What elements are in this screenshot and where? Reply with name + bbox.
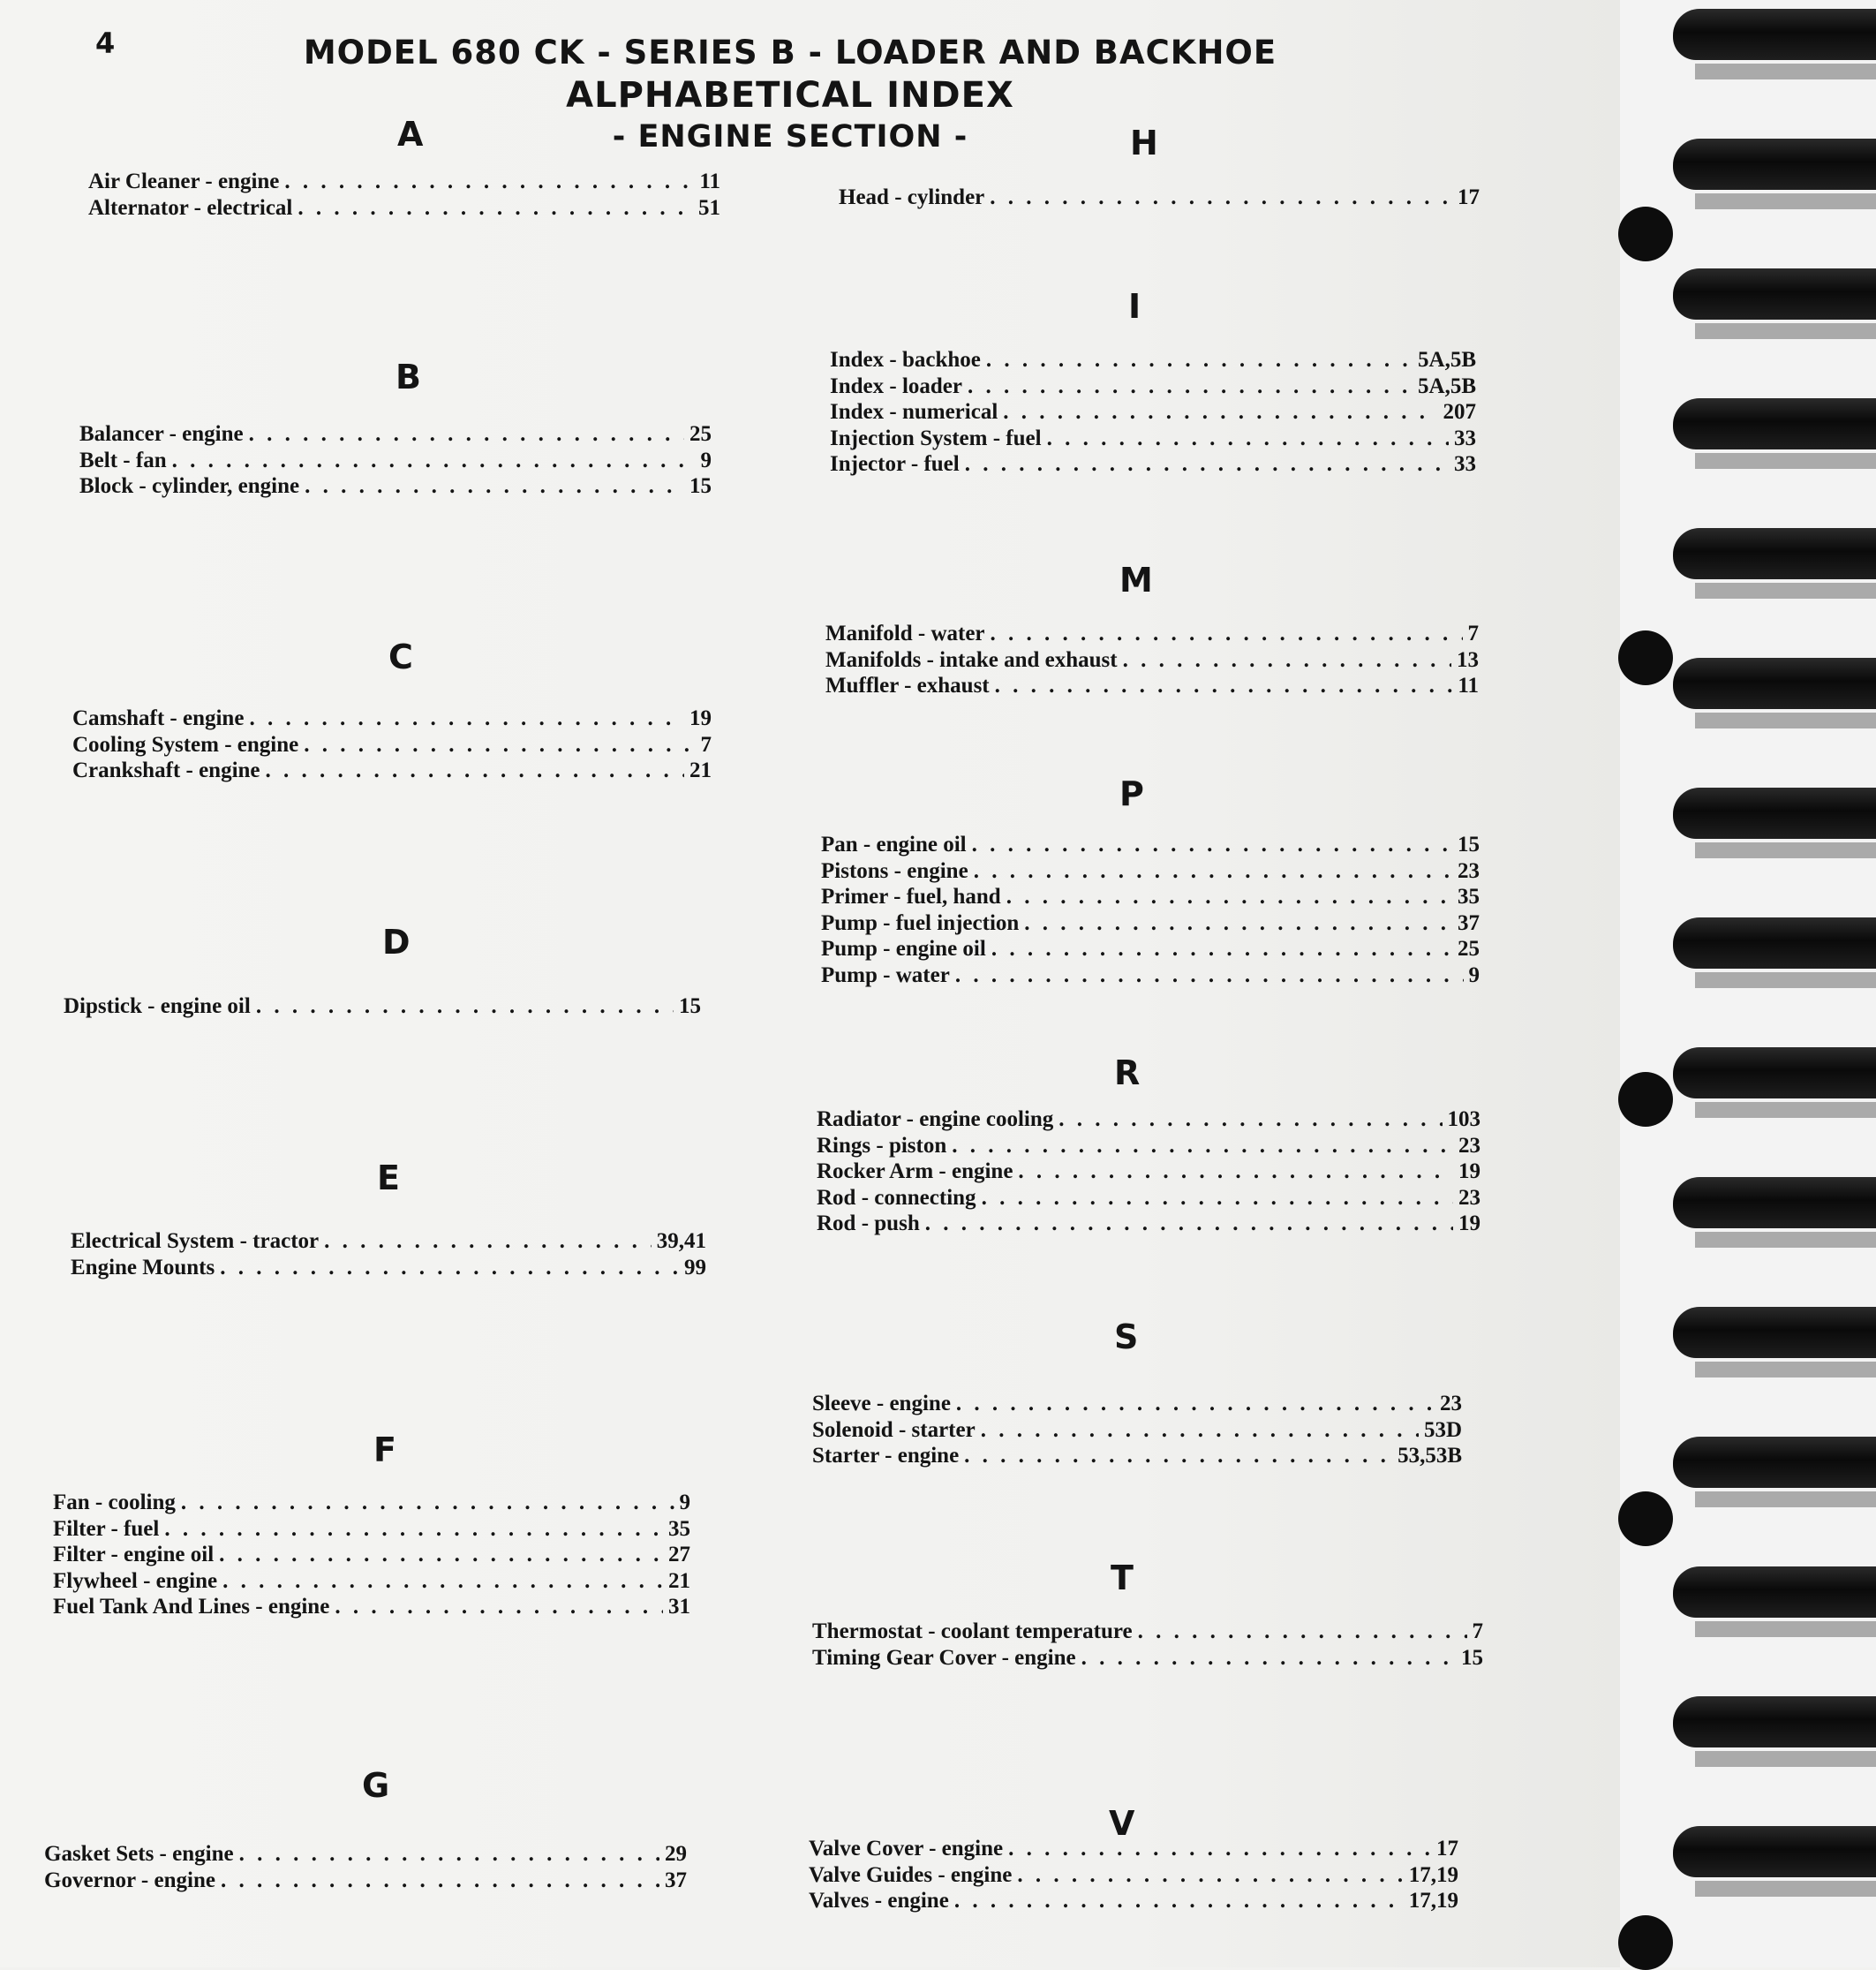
binding-coil <box>1673 1047 1876 1098</box>
dot-leader <box>955 963 1464 988</box>
binding-coil-shadow <box>1695 1491 1876 1507</box>
binding-coil-shadow <box>1695 842 1876 858</box>
entry-label: Balancer - engine <box>79 422 244 446</box>
dot-leader <box>1081 1646 1456 1671</box>
entry-page-number: 5A,5B <box>1418 374 1476 398</box>
index-title: ALPHABETICAL INDEX <box>566 75 1014 116</box>
index-group-c <box>72 706 712 785</box>
section-letter-v: V <box>1109 1804 1135 1843</box>
binding-coil-shadow <box>1695 1621 1876 1637</box>
index-group-d <box>64 994 701 1021</box>
entry-label: Index - loader <box>830 374 962 398</box>
section-letter-b: B <box>396 358 421 396</box>
index-entry <box>64 994 701 1021</box>
entry-page-number: 19 <box>1458 1211 1480 1235</box>
index-group-a <box>88 170 720 222</box>
index-group-p <box>821 833 1480 989</box>
entry-label: Valve Guides - engine <box>809 1862 1013 1887</box>
dot-leader <box>172 449 696 473</box>
index-group-s <box>812 1392 1462 1470</box>
entry-page-number: 17 <box>1458 185 1480 209</box>
entry-label: Injector - fuel <box>830 452 960 476</box>
binding-coil-shadow <box>1695 323 1876 339</box>
document-title: MODEL 680 CK - SERIES B - LOADER AND BACKHOE <box>303 34 1277 72</box>
entry-label: Manifolds - intake and exhaust <box>825 647 1118 672</box>
entry-page-number: 31 <box>668 1595 690 1619</box>
binding-coil-shadow <box>1695 1881 1876 1897</box>
entry-label: Rod - connecting <box>817 1185 976 1210</box>
binding-coil-shadow <box>1695 713 1876 728</box>
index-entry <box>809 1889 1458 1915</box>
entry-page-number: 37 <box>665 1868 687 1892</box>
dot-leader <box>964 1444 1392 1468</box>
entry-page-number: 23 <box>1440 1392 1462 1415</box>
index-entry <box>88 196 720 223</box>
entry-page-number: 39,41 <box>656 1229 706 1253</box>
index-group-e <box>71 1229 706 1281</box>
binding-coil <box>1673 9 1876 60</box>
index-entry <box>830 426 1476 453</box>
entry-label: Rod - push <box>817 1211 920 1235</box>
entry-page-number: 53,53B <box>1398 1444 1462 1468</box>
entry-label: Fuel Tank And Lines - engine <box>53 1595 330 1619</box>
entry-page-number: 17,19 <box>1408 1862 1458 1887</box>
index-entry <box>817 1134 1480 1160</box>
entry-label: Muffler - exhaust <box>825 674 990 698</box>
binding-hole <box>1618 1915 1673 1970</box>
section-letter-d: D <box>382 923 411 962</box>
dot-leader <box>986 348 1413 373</box>
section-letter-s: S <box>1114 1317 1139 1356</box>
entry-label: Thermostat - coolant temperature <box>812 1619 1133 1643</box>
dot-leader <box>1059 1107 1442 1132</box>
entry-label: Timing Gear Cover - engine <box>812 1645 1076 1670</box>
index-entry <box>53 1543 690 1569</box>
index-entry <box>812 1444 1462 1470</box>
dot-leader <box>221 1868 659 1893</box>
entry-page-number: 15 <box>679 994 701 1018</box>
entry-page-number: 35 <box>668 1516 690 1541</box>
entry-page-number: 15 <box>689 474 712 498</box>
entry-page-number: 25 <box>1458 937 1480 961</box>
index-entry <box>821 885 1480 911</box>
dot-leader <box>249 422 684 447</box>
index-group-i <box>830 348 1476 479</box>
dot-leader <box>1006 885 1452 910</box>
index-group-f <box>53 1491 690 1621</box>
index-entry <box>817 1107 1480 1134</box>
index-entry <box>825 674 1479 700</box>
entry-page-number: 19 <box>1458 1159 1480 1183</box>
entry-label: Head - cylinder <box>839 185 985 209</box>
entry-label: Index - backhoe <box>830 348 981 372</box>
section-letter-r: R <box>1114 1053 1141 1092</box>
dot-leader <box>220 1256 679 1280</box>
binding-coil <box>1673 1307 1876 1358</box>
entry-label: Rocker Arm - engine <box>817 1159 1013 1183</box>
dot-leader <box>1008 1837 1431 1861</box>
index-entry <box>817 1159 1480 1186</box>
dot-leader <box>284 170 694 194</box>
dot-leader <box>256 994 674 1019</box>
entry-page-number: 19 <box>689 706 712 730</box>
index-entry <box>821 963 1480 990</box>
binding-coil-shadow <box>1695 1751 1876 1767</box>
binding-coil-shadow <box>1695 64 1876 79</box>
dot-leader <box>974 859 1452 884</box>
dot-leader <box>324 1229 652 1254</box>
index-entry <box>821 859 1480 886</box>
binding-coil <box>1673 1177 1876 1228</box>
entry-label: Valve Cover - engine <box>809 1837 1004 1861</box>
dot-leader <box>1003 400 1437 425</box>
entry-label: Crankshaft - engine <box>72 759 260 782</box>
entry-label: Governor - engine <box>44 1868 215 1892</box>
dot-leader <box>991 937 1452 962</box>
entry-page-number: 29 <box>665 1842 687 1866</box>
dot-leader <box>335 1595 663 1619</box>
index-entry <box>817 1186 1480 1212</box>
dot-leader <box>219 1543 663 1567</box>
binding-coil <box>1673 917 1876 969</box>
binding-coil-shadow <box>1695 1362 1876 1377</box>
dot-leader <box>982 1186 1453 1211</box>
index-entry <box>72 706 712 733</box>
entry-page-number: 7 <box>1467 622 1479 645</box>
entry-page-number: 25 <box>689 422 712 446</box>
entry-page-number: 21 <box>689 759 712 782</box>
section-letter-f: F <box>373 1430 396 1469</box>
entry-page-number: 37 <box>1458 910 1480 935</box>
index-group-b <box>79 422 712 501</box>
entry-page-number: 15 <box>1461 1645 1483 1670</box>
entry-page-number: 53D <box>1423 1417 1462 1442</box>
entry-page-number: 15 <box>1458 833 1480 857</box>
entry-page-number: 33 <box>1454 452 1476 476</box>
section-letter-g: G <box>362 1766 390 1805</box>
entry-page-number: 9 <box>1468 962 1480 987</box>
entry-page-number: 23 <box>1458 1133 1480 1158</box>
index-entry <box>821 937 1480 963</box>
dot-leader <box>952 1134 1453 1159</box>
entry-label: Index - numerical <box>830 400 998 424</box>
index-entry <box>830 452 1476 479</box>
index-entry <box>821 833 1480 859</box>
section-letter-t: T <box>1111 1559 1134 1597</box>
index-entry <box>817 1211 1480 1238</box>
entry-page-number: 51 <box>698 195 720 220</box>
index-entry <box>830 374 1476 401</box>
index-entry <box>53 1517 690 1544</box>
entry-page-number: 207 <box>1443 400 1476 424</box>
binding-coil-shadow <box>1695 972 1876 988</box>
dot-leader <box>164 1517 663 1542</box>
entry-label: Fan - cooling <box>53 1491 176 1514</box>
binding-coil <box>1673 658 1876 709</box>
entry-page-number: 99 <box>684 1255 706 1279</box>
dot-leader <box>995 674 1453 698</box>
index-entry <box>830 400 1476 426</box>
index-entry <box>812 1418 1462 1445</box>
entry-label: Cooling System - engine <box>72 732 299 757</box>
binding-coil <box>1673 268 1876 320</box>
entry-label: Pump - engine oil <box>821 937 986 961</box>
entry-page-number: 33 <box>1454 426 1476 450</box>
entry-page-number: 7 <box>1472 1619 1483 1643</box>
index-group-v <box>809 1837 1458 1915</box>
entry-label: Flywheel - engine <box>53 1568 218 1593</box>
dot-leader <box>972 833 1452 857</box>
index-entry <box>809 1837 1458 1863</box>
dot-leader <box>925 1211 1453 1236</box>
index-entry <box>830 348 1476 374</box>
dot-leader <box>239 1842 659 1867</box>
index-entry <box>79 449 712 475</box>
entry-page-number: 9 <box>679 1491 690 1514</box>
binding-coil <box>1673 1826 1876 1877</box>
index-entry <box>72 759 712 785</box>
index-entry <box>44 1842 687 1868</box>
binding-hole <box>1618 630 1673 685</box>
section-letter-h: H <box>1130 124 1158 162</box>
dot-leader <box>954 1889 1404 1913</box>
binding-coil-shadow <box>1695 583 1876 599</box>
entry-page-number: 7 <box>700 732 712 757</box>
binding-coil <box>1673 139 1876 190</box>
index-entry <box>53 1491 690 1517</box>
binding-coil <box>1673 528 1876 579</box>
index-entry <box>839 185 1480 212</box>
entry-page-number: 23 <box>1458 858 1480 883</box>
entry-label: Rings - piston <box>817 1133 947 1158</box>
entry-label: Valves - engine <box>809 1889 949 1913</box>
binding-coil <box>1673 1437 1876 1488</box>
section-letter-i: I <box>1128 287 1141 326</box>
index-entry <box>53 1595 690 1621</box>
entry-label: Sleeve - engine <box>812 1392 951 1415</box>
section-letter-e: E <box>377 1159 400 1197</box>
entry-label: Engine Mounts <box>71 1255 215 1279</box>
index-group-h <box>839 185 1480 212</box>
section-title: - ENGINE SECTION - <box>612 119 968 155</box>
dot-leader <box>1017 1863 1403 1888</box>
entry-label: Camshaft - engine <box>72 706 245 730</box>
section-letter-m: M <box>1119 561 1153 600</box>
entry-label: Starter - engine <box>812 1444 960 1468</box>
section-letter-a: A <box>397 115 424 154</box>
entry-label: Pump - water <box>821 962 950 987</box>
entry-label: Belt - fan <box>79 448 167 472</box>
entry-page-number: 5A,5B <box>1418 348 1476 372</box>
entry-page-number: 17,19 <box>1408 1889 1458 1913</box>
entry-label: Pan - engine oil <box>821 833 967 857</box>
index-entry <box>825 622 1479 648</box>
index-entry <box>812 1392 1462 1418</box>
dot-leader <box>981 1418 1419 1443</box>
entry-page-number: 21 <box>668 1568 690 1593</box>
entry-label: Filter - fuel <box>53 1516 160 1541</box>
entry-page-number: 27 <box>668 1543 690 1566</box>
index-entry <box>44 1868 687 1895</box>
index-entry <box>809 1863 1458 1890</box>
entry-page-number: 13 <box>1457 647 1479 672</box>
index-entry <box>812 1646 1483 1672</box>
section-letter-p: P <box>1119 774 1144 813</box>
index-group-t <box>812 1619 1483 1672</box>
entry-page-number: 11 <box>1458 674 1479 698</box>
index-group-g <box>44 1842 687 1894</box>
dot-leader <box>1047 426 1449 451</box>
index-group-m <box>825 622 1479 700</box>
dot-leader <box>1024 911 1452 936</box>
index-entry <box>79 474 712 501</box>
dot-leader <box>249 706 684 731</box>
page-number: 4 <box>95 26 116 60</box>
entry-page-number: 11 <box>699 170 720 193</box>
title-block <box>212 32 1368 157</box>
entry-page-number: 103 <box>1447 1107 1480 1131</box>
entry-label: Dipstick - engine oil <box>64 994 251 1018</box>
entry-page-number: 23 <box>1458 1185 1480 1210</box>
binding-coil-shadow <box>1695 1102 1876 1118</box>
index-entry <box>88 170 720 196</box>
entry-label: Solenoid - starter <box>812 1417 976 1442</box>
index-entry <box>821 911 1480 938</box>
index-entry <box>72 733 712 759</box>
binding-coil <box>1673 1566 1876 1618</box>
entry-label: Electrical System - tractor <box>71 1229 320 1253</box>
index-entry <box>79 422 712 449</box>
binding-coil-shadow <box>1695 193 1876 209</box>
dot-leader <box>1123 648 1451 673</box>
entry-label: Alternator - electrical <box>88 195 293 220</box>
binding-hole <box>1618 207 1673 261</box>
index-group-r <box>817 1107 1480 1238</box>
entry-label: Block - cylinder, engine <box>79 474 300 498</box>
binding-coil-shadow <box>1695 453 1876 469</box>
entry-page-number: 9 <box>700 448 712 472</box>
entry-label: Injection System - fuel <box>830 426 1042 450</box>
index-entry <box>812 1619 1483 1646</box>
index-entry <box>71 1256 706 1282</box>
dot-leader <box>968 374 1413 399</box>
entry-page-number: 35 <box>1458 885 1480 909</box>
entry-label: Filter - engine oil <box>53 1543 215 1566</box>
dot-leader <box>990 185 1452 210</box>
index-entry <box>53 1569 690 1596</box>
dot-leader <box>222 1569 663 1594</box>
dot-leader <box>181 1491 674 1515</box>
binding-coil <box>1673 1696 1876 1747</box>
binding-hole <box>1618 1072 1673 1127</box>
binding-hole <box>1618 1491 1673 1546</box>
entry-page-number: 17 <box>1436 1837 1458 1861</box>
entry-label: Pump - fuel injection <box>821 910 1020 935</box>
dot-leader <box>991 622 1463 646</box>
entry-label: Primer - fuel, hand <box>821 885 1001 909</box>
dot-leader <box>1018 1159 1453 1184</box>
dot-leader <box>965 452 1449 477</box>
dot-leader <box>305 474 684 499</box>
index-entry <box>71 1229 706 1256</box>
dot-leader <box>956 1392 1435 1416</box>
section-letter-c: C <box>388 638 413 676</box>
dot-leader <box>266 759 684 783</box>
dot-leader <box>1138 1619 1467 1644</box>
dot-leader <box>304 733 695 758</box>
binding-coil <box>1673 788 1876 839</box>
binding-coil-shadow <box>1695 1232 1876 1248</box>
entry-label: Manifold - water <box>825 622 985 645</box>
entry-label: Pistons - engine <box>821 858 968 883</box>
entry-label: Gasket Sets - engine <box>44 1842 234 1866</box>
entry-label: Air Cleaner - engine <box>88 170 280 193</box>
spiral-binding <box>1620 0 1876 1967</box>
binding-coil <box>1673 398 1876 449</box>
index-entry <box>825 648 1479 675</box>
entry-label: Radiator - engine cooling <box>817 1107 1054 1131</box>
dot-leader <box>298 196 693 221</box>
